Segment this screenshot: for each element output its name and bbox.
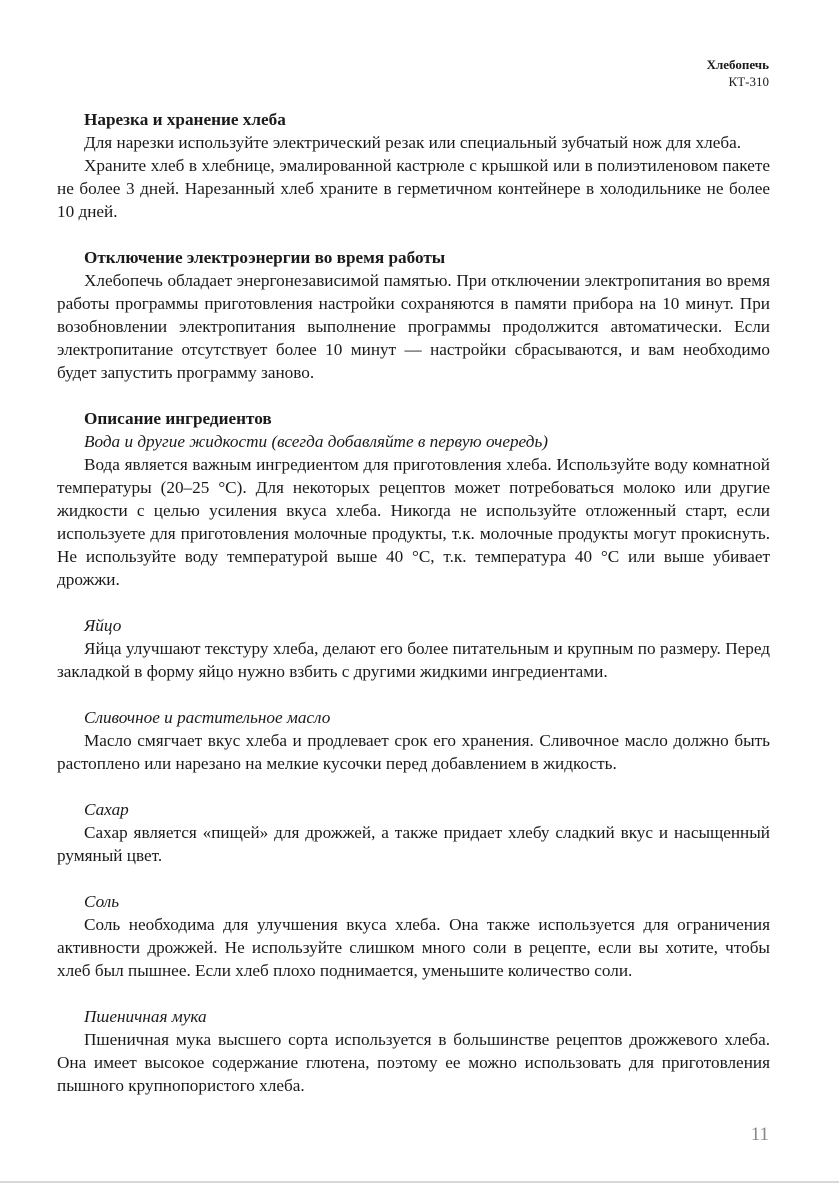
ingredient-text: Масло смягчает вкус хлеба и продлевает срок его хранения. Сливочное масло должно быть растоплено или нарезано на мелкие кусочки перед добавлением в жидкость. [57, 731, 770, 773]
page-bottom-divider [0, 1181, 839, 1183]
ingredient-text: Сахар является «пищей» для дрожжей, а также придает хлебу сладкий вкус и насыщенный румяный цвет. [57, 823, 770, 865]
ingredient-sugar [57, 798, 770, 867]
page-content [57, 108, 770, 1120]
ingredient-text: Вода является важным ингредиентом для приготовления хлеба. Используйте воду комнатной температуры (20–25 °C). Для некоторых рецептов может потребоваться молоко или другие жидкости с целью усиления вкуса хлеба. Никогда не используйте отложенный старт, если используете для приготовления молочные продукты, т.к. молочные продукты могут прокиснуть. Не используйте воду температурой выше 40 °C, т.к. температура 40 °C или выше убивает дрожжи. [57, 455, 770, 589]
paragraph: Хлебопечь обладает энергонезависимой памятью. При отключении электропитания во время работы программы приготовления настройки сохраняются в памяти прибора на 10 минут. При возобновлении электропитания выполнение программы продолжится автоматически. Если электропитание отсутствует более 10 минут — настройки сбрасываются, и вам необходимо будет запустить программу заново. [57, 271, 770, 382]
ingredient-subtitle: Вода и другие жидкости (всегда добавляйте в первую очередь) [84, 432, 548, 451]
section-title: Отключение электроэнергии во время работы [84, 248, 446, 267]
ingredient-egg [57, 614, 770, 683]
page-number: 11 [750, 1124, 769, 1145]
ingredient-subtitle: Сливочное и растительное масло [84, 708, 331, 727]
paragraph: Для нарезки используйте электрический резак или специальный зубчатый нож для хлеба. [84, 133, 741, 152]
header-brand: Хлебопечь [706, 57, 769, 72]
ingredient-water [57, 430, 770, 591]
section-title: Нарезка и хранение хлеба [84, 110, 286, 129]
page-header [707, 56, 769, 90]
ingredient-wheat-flour [57, 1005, 770, 1097]
ingredient-subtitle: Сахар [84, 800, 129, 819]
ingredient-butter-oil [57, 706, 770, 775]
ingredient-subtitle: Яйцо [84, 616, 122, 635]
paragraph: Храните хлеб в хлебнице, эмалированной кастрюле с крышкой или в полиэтиленовом пакете не более 3 дней. Нарезанный хлеб храните в герметичном контейнере в холодильнике не более 10 дней. [57, 156, 770, 221]
header-model: КТ-310 [728, 74, 769, 89]
ingredient-text: Яйца улучшают текстуру хлеба, делают его более питательным и крупным по размеру. Перед закладкой в форму яйцо нужно взбить с другими жидкими ингредиентами. [57, 639, 770, 681]
ingredient-subtitle: Пшеничная мука [84, 1007, 207, 1026]
section-power-outage [57, 246, 770, 384]
section-title: Описание ингредиентов [84, 409, 272, 428]
section-slicing-storage [57, 108, 770, 223]
ingredient-text: Пшеничная мука высшего сорта используется в большинстве рецептов дрожжевого хлеба. Она имеет высокое содержание глютена, поэтому ее можно использовать для приготовления пышного крупнопористого хлеба. [57, 1030, 770, 1095]
ingredient-salt [57, 890, 770, 982]
ingredient-text: Соль необходима для улучшения вкуса хлеба. Она также используется для ограничения активности дрожжей. Не используйте слишком много соли в рецепте, если вы хотите, чтобы хлеб был пышнее. Если хлеб плохо поднимается, уменьшите количество соли. [57, 915, 770, 980]
section-ingredients [57, 407, 770, 1097]
ingredient-subtitle: Соль [84, 892, 120, 911]
